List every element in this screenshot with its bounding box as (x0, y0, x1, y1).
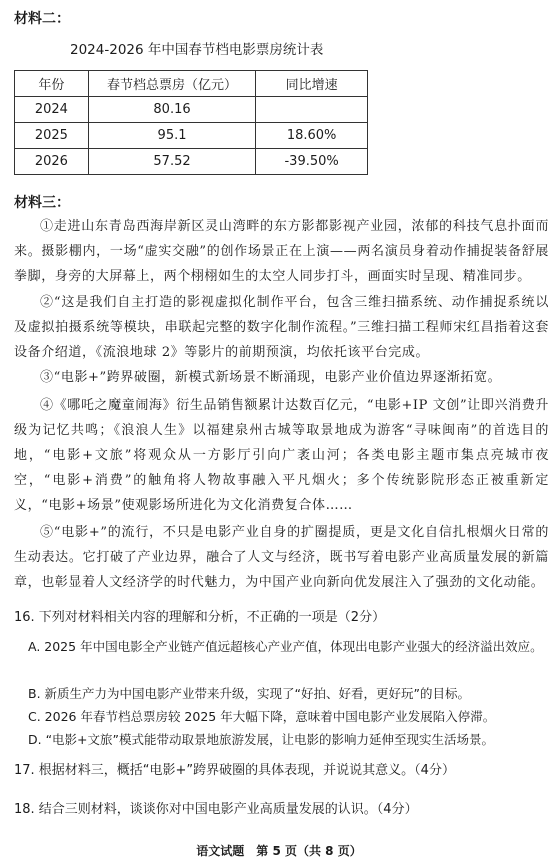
table-title: 2024-2026 年中国春节档电影票房统计表 (70, 42, 324, 58)
question-16-stem: 16. 下列对材料相关内容的理解和分析，不正确的一项是（2分） (14, 610, 386, 625)
page-footer: 语文试题 第 5 页（共 8 页） (196, 844, 362, 858)
cell-box-office: 80.16 (88, 97, 255, 123)
cell-growth: -39.50% (256, 149, 368, 175)
cell-box-office: 95.1 (88, 123, 255, 149)
paragraph-3: ③“电影+”跨界破圈，新模式新场景不断涌现，电影产业价值边界逐渐拓宽。 (40, 370, 502, 385)
question-17: 17. 根据材料三，概括“电影+”跨界破圈的具体表现，并说说其意义。（4分） (14, 763, 455, 778)
question-16-option-a: A. 2025 年中国电影全产业链产值远超核心产业产值，体现出电影产业强大的经济溢出效应。 (28, 639, 543, 654)
column-header-box-office: 春节档总票房（亿元） (88, 71, 255, 97)
table-row (15, 97, 368, 123)
cell-year: 2026 (15, 149, 89, 175)
question-16-option-b: B. 新质生产力为中国电影产业带来升级，实现了“好拍、好看，更好玩”的目标。 (28, 686, 470, 701)
table-row (15, 123, 368, 149)
box-office-table (14, 70, 368, 175)
paragraph-5: ⑤“电影+”的流行，不只是电影产业自身的扩圈提质，更是文化自信扎根烟火日常的生动表达。它打破了产业边界，融合了人文与经济，既书写着电影产业高质量发展的新篇章，也彰显着人文经济学的时代魅力，为中国产业向新向优发展注入了强劲的文化动能。 (14, 525, 549, 590)
cell-year: 2024 (15, 97, 89, 123)
paragraph-1: ①走进山东青岛西海岸新区灵山湾畔的东方影都影视产业园，浓郁的科技气息扑面而来。摄影棚内，一场“虚实交融”的创作场景正在上演——两名演员身着动作捕捉装备舒展拳脚，身旁的大屏幕上，两个栩栩如生的太空人同步打斗，画面实时呈现、精准同步。 (14, 219, 549, 284)
paragraph-4: ④《哪吒之魔童闹海》衍生品销售额累计达数百亿元，“电影+IP 文创”让即兴消费升级为记忆共鸣；《浪浪人生》以福建泉州古城等取景地成为游客“寻味闽南”的首选目的地，“电影+文旅”将观众从一方影厅引向广袤山河；各类电影主题市集点亮城市夜空，“电影+消费”的触角将人物故事融入平凡烟火；多个传统影院形态正被重新定义，“电影+场景”使观影场所进化为文化消费复合体…… (14, 398, 549, 513)
cell-box-office: 57.52 (88, 149, 255, 175)
table-header-row (15, 71, 368, 97)
material-2-heading: 材料二： (14, 11, 70, 27)
table-row (15, 149, 368, 175)
question-18: 18. 结合三则材料，谈谈你对中国电影产业高质量发展的认识。（4分） (14, 802, 418, 817)
question-16-option-d: D. “电影+文旅”模式能带动取景地旅游发展，让电影的影响力延伸至现实生活场景。 (28, 732, 494, 747)
paragraph-2: ②“这是我们自主打造的影视虚拟化制作平台，包含三维扫描系统、动作捕捉系统以及虚拟拍摄系统等模块，串联起完整的数字化制作流程。”三维扫描工程师宋红昌指着这套设备介绍道，《流浪地球 2》等影片的前期预演，均依托该平台完成。 (14, 295, 549, 360)
question-16-option-c: C. 2026 年春节档总票房较 2025 年大幅下降，意味着中国电影产业发展陷入停滞。 (28, 709, 496, 724)
material-3-heading: 材料三： (14, 195, 70, 211)
column-header-growth: 同比增速 (256, 71, 368, 97)
cell-year: 2025 (15, 123, 89, 149)
cell-growth (256, 97, 368, 123)
cell-growth: 18.60% (256, 123, 368, 149)
column-header-year: 年份 (15, 71, 89, 97)
